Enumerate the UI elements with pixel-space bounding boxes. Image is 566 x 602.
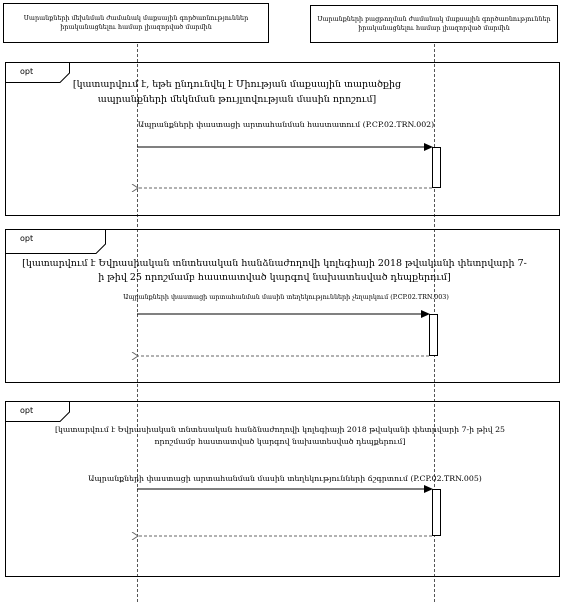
fragment-2-message-label: Ապրանքների փաստացի արտահանման մասին տեղեկությունների չեղարկում (P.CP.02.TRN.003) <box>123 293 449 301</box>
fragment-1-operator: opt <box>20 67 34 76</box>
fragment-2-guard: [կատարվում է Եվրասիական տնտեսական հանձնաժողովի կոլեգիայի 2018 թվականի փետրվարի 7-ի թիվ 25 որոշմամբ հաստատված կարգով նախատեսված դեպքերում] <box>22 258 527 283</box>
actor-release-authority-label: Սարանքների բացթողման ժամանակ մաքսային գործառնություններ իրականացնելու համար լիազորված մարմին <box>317 15 551 32</box>
actor-departure-authority-label: Սարանքների մեխնման ժամանակ մաքսային գործառնություններ իրականացնելու համար լիազորված մարմին <box>23 14 249 31</box>
fragment-3-operator: opt <box>20 406 34 415</box>
fragment-1-guard: [կատարվում է, եթե ընդունվել է Միության մաքսային տարածքից ապրանքների մեկնման թույլտվության մասին որոշում] <box>72 79 402 105</box>
fragment-3-message-label: Ապրանքների փաստացի արտահանման մասին տեղեկությունների ճշգրտում (P.CP.02.TRN.005) <box>88 474 482 483</box>
fragment-3-guard: [կատարվում է Եվրասիական տնտեսական հանձնաժողովի կոլեգիայի 2018 թվականի փետրվարի 7-ի թիվ 25 որոշմամբ հաստատված կարգով նախատեսված դեպքերում] <box>54 425 506 446</box>
fragment-1-message-label: Ապրանքների փաստացի արտահանման հաստատում (P.CP.02.TRN.002) <box>137 120 435 129</box>
fragment-2-operator: opt <box>20 234 34 243</box>
